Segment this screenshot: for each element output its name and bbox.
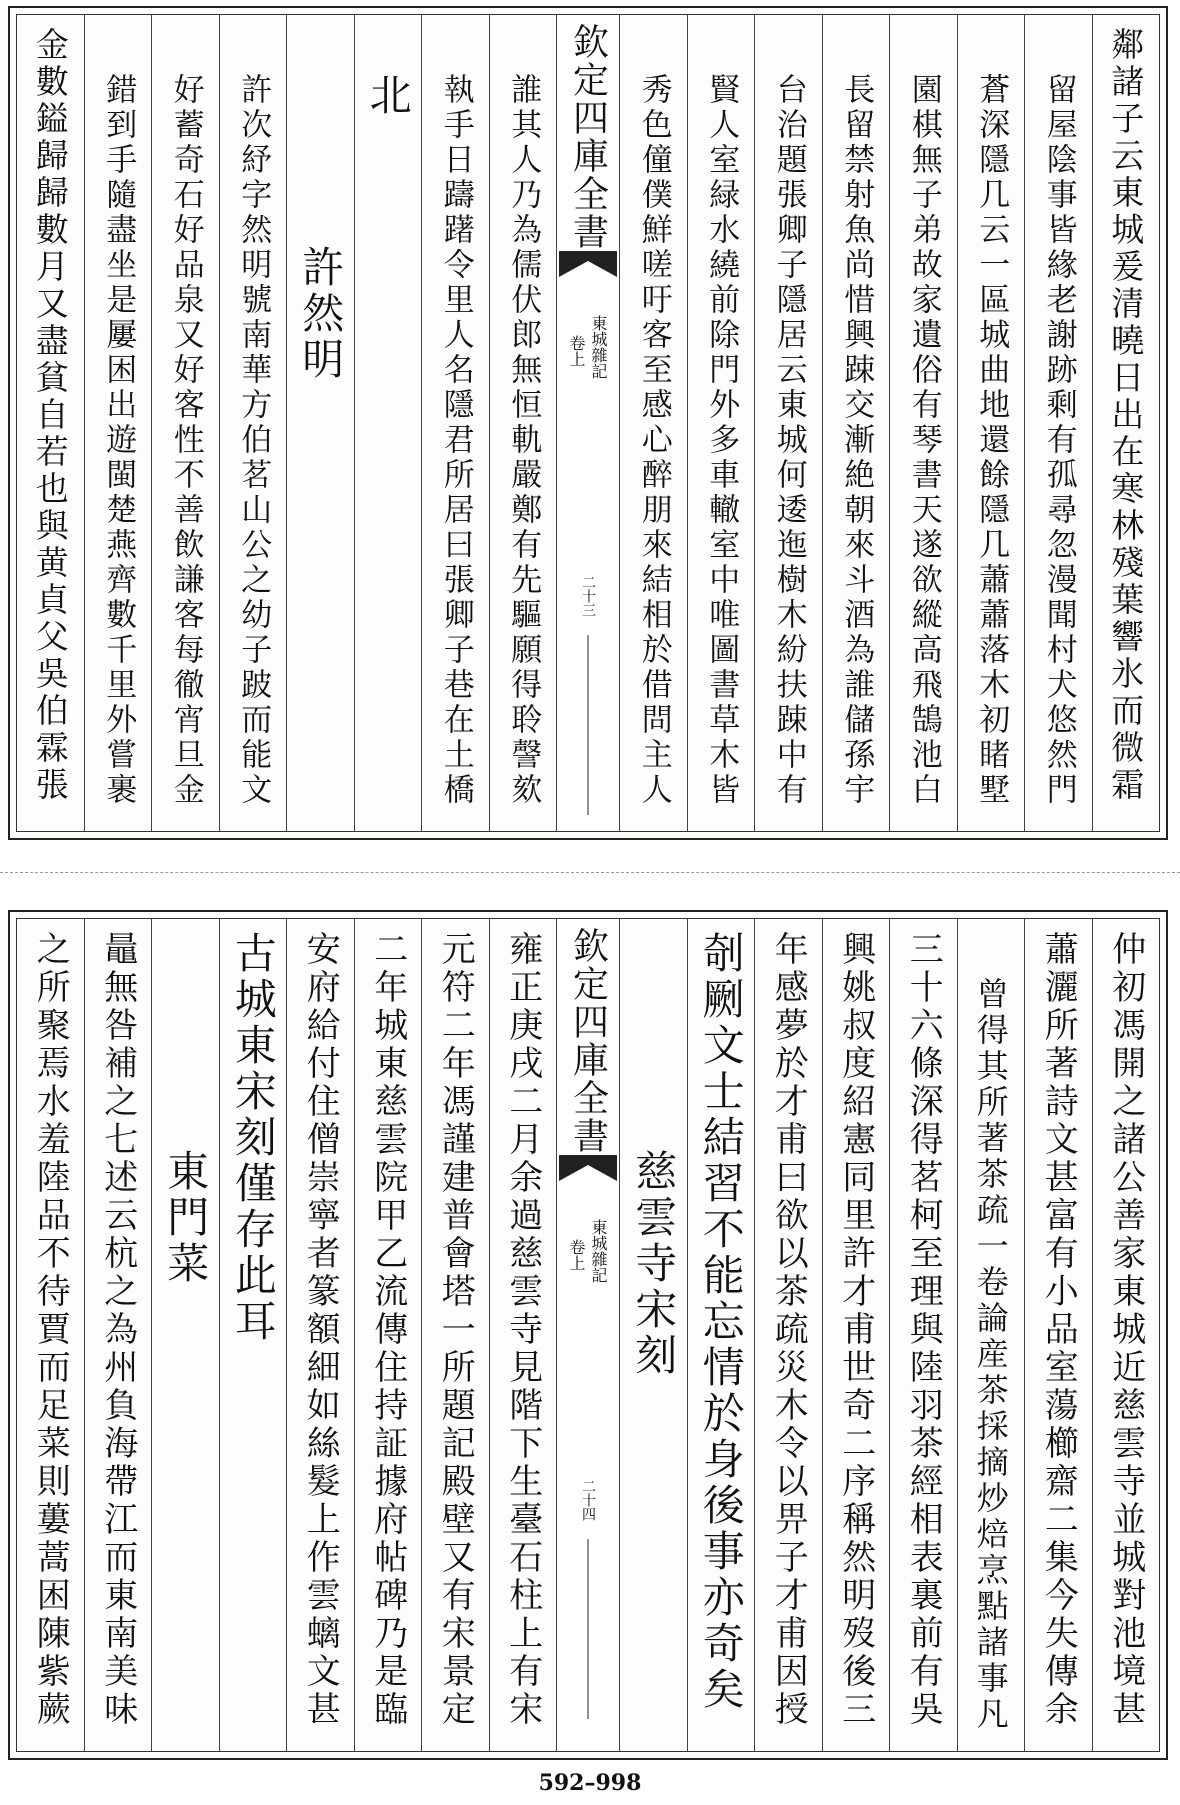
column-text: 許然明 [296,245,346,383]
fold-title: 欽定四庫全書 [567,927,609,1155]
text-column [889,919,957,1751]
text-column [957,919,1025,1751]
text-column [421,15,489,831]
bottom-page-columns [17,919,1159,1751]
fold-volume: 卷上 [567,1239,586,1271]
text-column [84,15,152,831]
column-text: 古城東宋刻僅存此耳 [228,931,278,1345]
fishtail-ornament-icon [557,1151,619,1185]
fold-title: 欽定四庫全書 [567,23,609,251]
column-text: 蕭灑所著詩文甚富有小品室蕩櫛齋二集今失傳余 [1038,931,1079,1729]
text-column [354,919,422,1751]
page-separator [0,872,1180,873]
column-text: 執手日躊躇令里人名隱君所居曰張卿子巷在土橋 [437,73,474,808]
column-text: 長留禁射魚尚惜興踈交漸絶朝來斗酒為誰儲孫宇 [838,73,875,808]
column-text: 元符二年馮謹建普會塔一所題記殿壁又有宋景定 [435,931,476,1729]
column-text: 鄰諸子云東城爰清曉日出在寒林殘葉響氷而微霜 [1106,27,1146,804]
column-text: 留屋陰事皆緣老謝跡剩有孤尋忽漫聞村犬悠然門 [1040,73,1077,808]
text-column [1092,15,1160,831]
column-text: 雍正庚戌二月余過慈雲寺見階下生臺石柱上有宋 [502,931,543,1729]
column-text: 誰其人乃為儒伏郎無恒軌嚴鄭有先驅願得聆謦欬 [505,73,542,808]
text-column [219,15,287,831]
text-column [822,919,890,1751]
text-column [957,15,1025,831]
column-text: 許次紓字然明號南華方伯茗山公之幼子跛而能文 [235,73,272,808]
text-column [822,15,890,831]
text-column [889,15,957,831]
text-column [489,919,557,1751]
fold-book-title: 東城雜記 [589,315,608,379]
column-text: 東門菜 [161,1149,211,1287]
text-column [219,919,287,1751]
fold-line [588,1539,589,1719]
column-text: 蒼深隱几云一區城曲地還餘隱几蕭蕭落木初睹墅 [973,73,1010,808]
text-column [354,15,422,831]
text-column [421,919,489,1751]
catalog-number: 592–998 [538,1770,642,1796]
column-text: 仲初馮開之諸公善家東城近慈雲寺並城對池境甚 [1105,931,1146,1729]
column-text: 年感夢於才甫曰欲以茶疏災木令以畀子才甫因授 [768,931,809,1729]
top-page-columns [17,15,1159,831]
fold-page-number: 二十三 [580,575,596,617]
fold-volume: 卷上 [567,335,586,367]
text-column [1092,919,1160,1751]
column-text: 錯到手隨盡坐是屢困出遊閩楚燕齊數千里外嘗裹 [100,73,137,808]
fold-center [556,919,619,1751]
text-column [489,15,557,831]
text-column [286,15,354,831]
column-text: 曾得其所著茶疏一卷論産茶採摘炒焙烹點諸事凡 [971,977,1010,1733]
column-text: 慈雲寺宋刻 [629,1149,679,1379]
column-text: 二年城東慈雲院甲乙流傳住持証據府帖碑乃是臨 [367,931,408,1729]
text-column [84,919,152,1751]
fold-center [556,15,619,831]
column-text: 之所聚焉水羞陸品不待賈而足菜則蔞蒿困陳紫蕨 [30,931,71,1729]
fishtail-ornament-icon [557,247,619,281]
column-text: 賢人室緑水繞前除門外多車轍室中唯圖書草木皆 [703,73,740,808]
column-text: 北 [363,73,413,119]
column-text: 安府給付住僧崇寧者篆額細如絲髮上作雲螭文甚 [300,931,341,1729]
column-text: 秀色僮僕鮮嗟吁客至感心醉朋來結相於借問主人 [635,73,672,808]
column-text: 金數鎰歸歸數月又盡貧自若也與黄貞父吳伯霖張 [30,27,70,804]
fold-book-title: 東城雜記 [589,1219,608,1283]
text-column [151,919,219,1751]
text-column [619,15,687,831]
bottom-page [8,910,1168,1760]
text-column [286,919,354,1751]
text-column [687,15,755,831]
text-column [754,919,822,1751]
text-column [17,15,84,831]
text-column [619,919,687,1751]
text-column [754,15,822,831]
column-text: 興姚叔度紹憲同里許才甫世奇二序稱然明歿後三 [835,931,876,1729]
text-column [1024,919,1092,1751]
text-column [17,919,84,1751]
fold-line [588,635,589,815]
top-page [8,6,1168,840]
column-text: 剞劂文士結習不能忘情於身後事亦奇矣 [696,931,746,1713]
text-column [687,919,755,1751]
column-text: 好蓄奇石好品泉又好客性不善飲謙客每徹宵旦金 [167,73,204,808]
text-column [151,15,219,831]
fold-page-number: 二十四 [580,1479,596,1521]
column-text: 鼂無咎補之七述云杭之為州負海帶江而東南美味 [97,931,138,1729]
column-text: 台治題張卿子隱居云東城何逶迤樹木紛扶踈中有 [770,73,807,808]
column-text: 園棋無子弟故家遺俗有琴書天遂欲縱高飛鵠池白 [905,73,942,808]
text-column [1024,15,1092,831]
column-text: 三十六條深得茗柯至理與陸羽茶經相表裏前有吳 [903,931,944,1729]
